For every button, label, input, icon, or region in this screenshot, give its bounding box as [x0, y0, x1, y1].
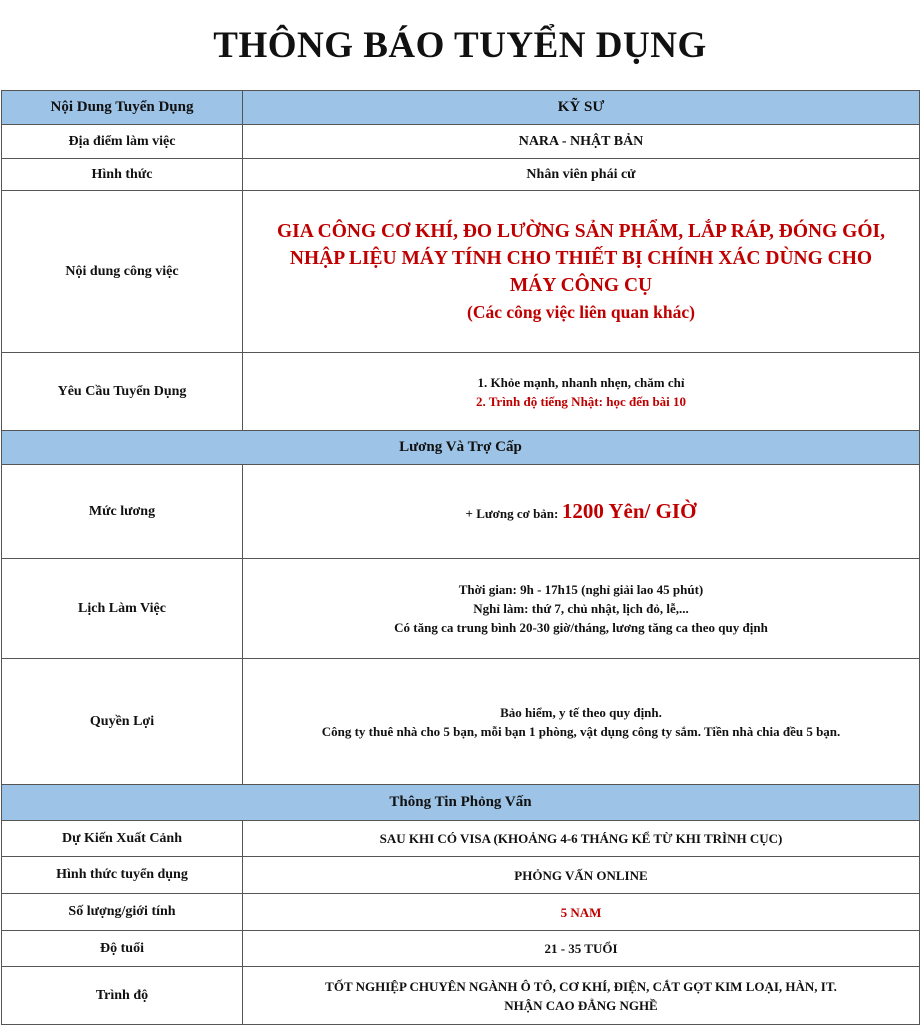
benefits-label: Quyền Lợi — [2, 659, 243, 785]
salary-amount: 1200 Yên/ GIỜ — [561, 499, 697, 523]
job-line: GIA CÔNG CƠ KHÍ, ĐO LƯỜNG SẢN PHẨM, LẮP RÁP, ĐÓNG GÓI, — [277, 220, 885, 242]
departure-label: Dự Kiến Xuất Cảnh — [2, 821, 243, 857]
section-header-row — [2, 785, 920, 821]
table-row — [2, 191, 920, 353]
schedule-line: Có tăng ca trung bình 20-30 giờ/tháng, lương tăng ca theo quy định — [394, 620, 768, 635]
type-label: Hình thức — [2, 159, 243, 191]
job-label: Nội dung công việc — [2, 191, 243, 353]
table-row — [2, 353, 920, 431]
table-row — [2, 931, 920, 967]
benefits-line: Bảo hiểm, y tế theo quy định. — [500, 704, 662, 720]
job-line: NHẬP LIỆU MÁY TÍNH CHO THIẾT BỊ CHÍNH XÁC DÙNG CHO — [289, 247, 873, 269]
header-value: KỸ SƯ — [243, 91, 920, 125]
type-value: Nhân viên phái cử — [243, 159, 920, 191]
table-row — [2, 465, 920, 559]
age-value: 21 - 35 TUỔI — [243, 931, 920, 967]
header-label: Nội Dung Tuyển Dụng — [2, 91, 243, 125]
schedule-label: Lịch Làm Việc — [2, 559, 243, 659]
salary-prefix: + Lương cơ bản: — [465, 506, 559, 521]
education-line: TỐT NGHIỆP CHUYÊN NGÀNH Ô TÔ, CƠ KHÍ, ĐIỆN, CẮT GỌT KIM LOẠI, HÀN, IT. — [325, 978, 837, 994]
quantity-label: Số lượng/giới tính — [2, 894, 243, 931]
table-row — [2, 559, 920, 659]
job-line: MÁY CÔNG CỤ — [509, 274, 653, 296]
method-value: PHỎNG VẤN ONLINE — [243, 857, 920, 894]
education-label: Trình độ — [2, 967, 243, 1025]
requirements-label: Yêu Cầu Tuyển Dụng — [2, 353, 243, 431]
table-row — [2, 659, 920, 785]
table-row — [2, 159, 920, 191]
section-interview-title: Thông Tin Phỏng Vấn — [2, 785, 920, 821]
recruitment-table — [1, 90, 920, 1025]
table-header-row — [2, 91, 920, 125]
page-title: THÔNG BÁO TUYỂN DỤNG — [213, 24, 707, 66]
method-label: Hình thức tuyển dụng — [2, 857, 243, 894]
benefits-line: Công ty thuê nhà cho 5 bạn, mỗi bạn 1 phòng, vật dụng công ty sắm. Tiền nhà chia đều 5 bạn. — [321, 723, 841, 739]
age-label: Độ tuổi — [2, 931, 243, 967]
schedule-line: Nghỉ làm: thứ 7, chủ nhật, lịch đỏ, lễ,... — [473, 601, 689, 616]
requirement-item: 2. Trình độ tiếng Nhật: học đến bài 10 — [475, 393, 687, 409]
education-line: NHẬN CAO ĐẲNG NGHỀ — [504, 997, 658, 1013]
section-header-row — [2, 431, 920, 465]
table-row — [2, 894, 920, 931]
job-description — [243, 191, 920, 353]
schedule-line: Thời gian: 9h - 17h15 (nghỉ giải lao 45 phút) — [458, 582, 704, 597]
salary-value — [243, 465, 920, 559]
table-row — [2, 967, 920, 1025]
job-line-note: (Các công việc liên quan khác) — [467, 301, 695, 322]
table-row — [2, 125, 920, 159]
requirement-item: 1. Khỏe mạnh, nhanh nhẹn, chăm chỉ — [477, 374, 685, 390]
location-label: Địa điểm làm việc — [2, 125, 243, 159]
education-value — [243, 967, 920, 1025]
departure-value: SAU KHI CÓ VISA (KHOẢNG 4-6 THÁNG KỂ TỪ KHI TRÌNH CỤC) — [243, 821, 920, 857]
quantity-value: 5 NAM — [243, 894, 920, 931]
table-row — [2, 857, 920, 894]
table-row — [2, 821, 920, 857]
location-value: NARA - NHẬT BẢN — [243, 125, 920, 159]
benefits-value — [243, 659, 920, 785]
section-salary-title: Lương Và Trợ Cấp — [2, 431, 920, 465]
requirements-value — [243, 353, 920, 431]
schedule-value — [243, 559, 920, 659]
salary-label: Mức lương — [2, 465, 243, 559]
